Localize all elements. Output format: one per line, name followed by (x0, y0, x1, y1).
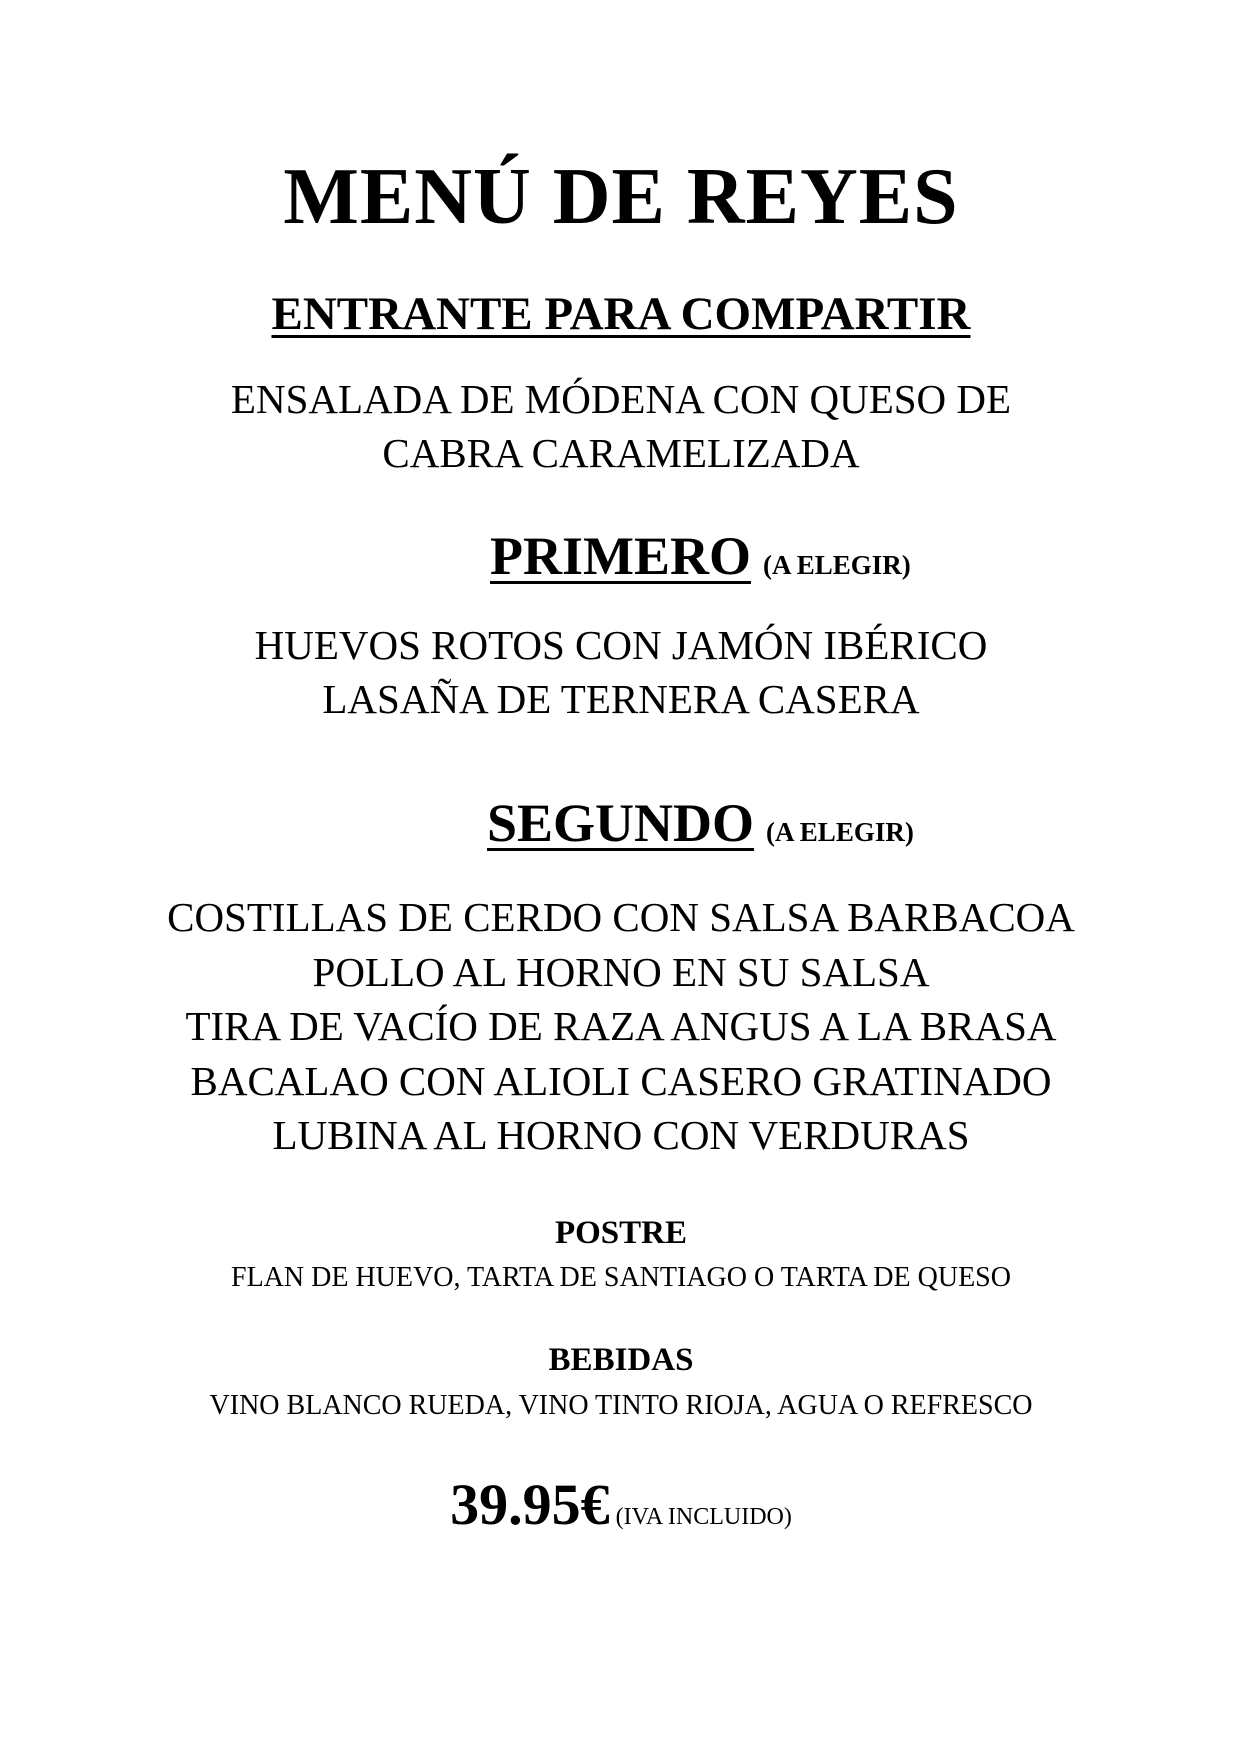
segundo-items (0, 890, 1242, 1163)
list-item: TIRA DE VACÍO DE RAZA ANGUS A LA BRASA (185, 1003, 1057, 1049)
segundo-heading (487, 792, 914, 854)
postre-heading: POSTRE (554, 1215, 688, 1251)
bebidas-text: VINO BLANCO RUEDA, VINO TINTO RIOJA, AGUA O REFRESCO (209, 1390, 1033, 1421)
price-note: (IVA INCLUIDO) (615, 1504, 792, 1530)
segundo-note: (A ELEGIR) (766, 817, 914, 847)
segundo-title: SEGUNDO (487, 793, 755, 853)
postre-text: FLAN DE HUEVO, TARTA DE SANTIAGO O TARTA DE QUESO (231, 1262, 1011, 1293)
list-item: BACALAO CON ALIOLI CASERO GRATINADO (190, 1057, 1052, 1104)
list-item: POLLO AL HORNO EN SU SALSA (312, 948, 930, 995)
primero-heading (490, 525, 911, 587)
list-item: LUBINA AL HORNO CON VERDURAS (272, 1112, 970, 1158)
list-item: ENSALADA DE MÓDENA CON QUESO DE (230, 376, 1012, 422)
primero-note: (A ELEGIR) (762, 550, 911, 580)
list-item: CABRA CARAMELIZADA (382, 430, 860, 476)
price-line (0, 1470, 1242, 1555)
menu-title: MENÚ DE REYES (283, 153, 959, 241)
price-amount: 39.95€ (450, 1472, 610, 1537)
list-item: LASAÑA DE TERNERA CASERA (322, 676, 920, 722)
primero-title: PRIMERO (490, 526, 751, 586)
bebidas-heading: BEBIDAS (548, 1342, 694, 1378)
entrante-items (0, 372, 1242, 480)
list-item: COSTILLAS DE CERDO CON SALSA BARBACOA (167, 894, 1075, 940)
entrante-heading: ENTRANTE PARA COMPARTIR (271, 288, 971, 340)
list-item: HUEVOS ROTOS CON JAMÓN IBÉRICO (254, 622, 988, 668)
primero-items (0, 618, 1242, 726)
